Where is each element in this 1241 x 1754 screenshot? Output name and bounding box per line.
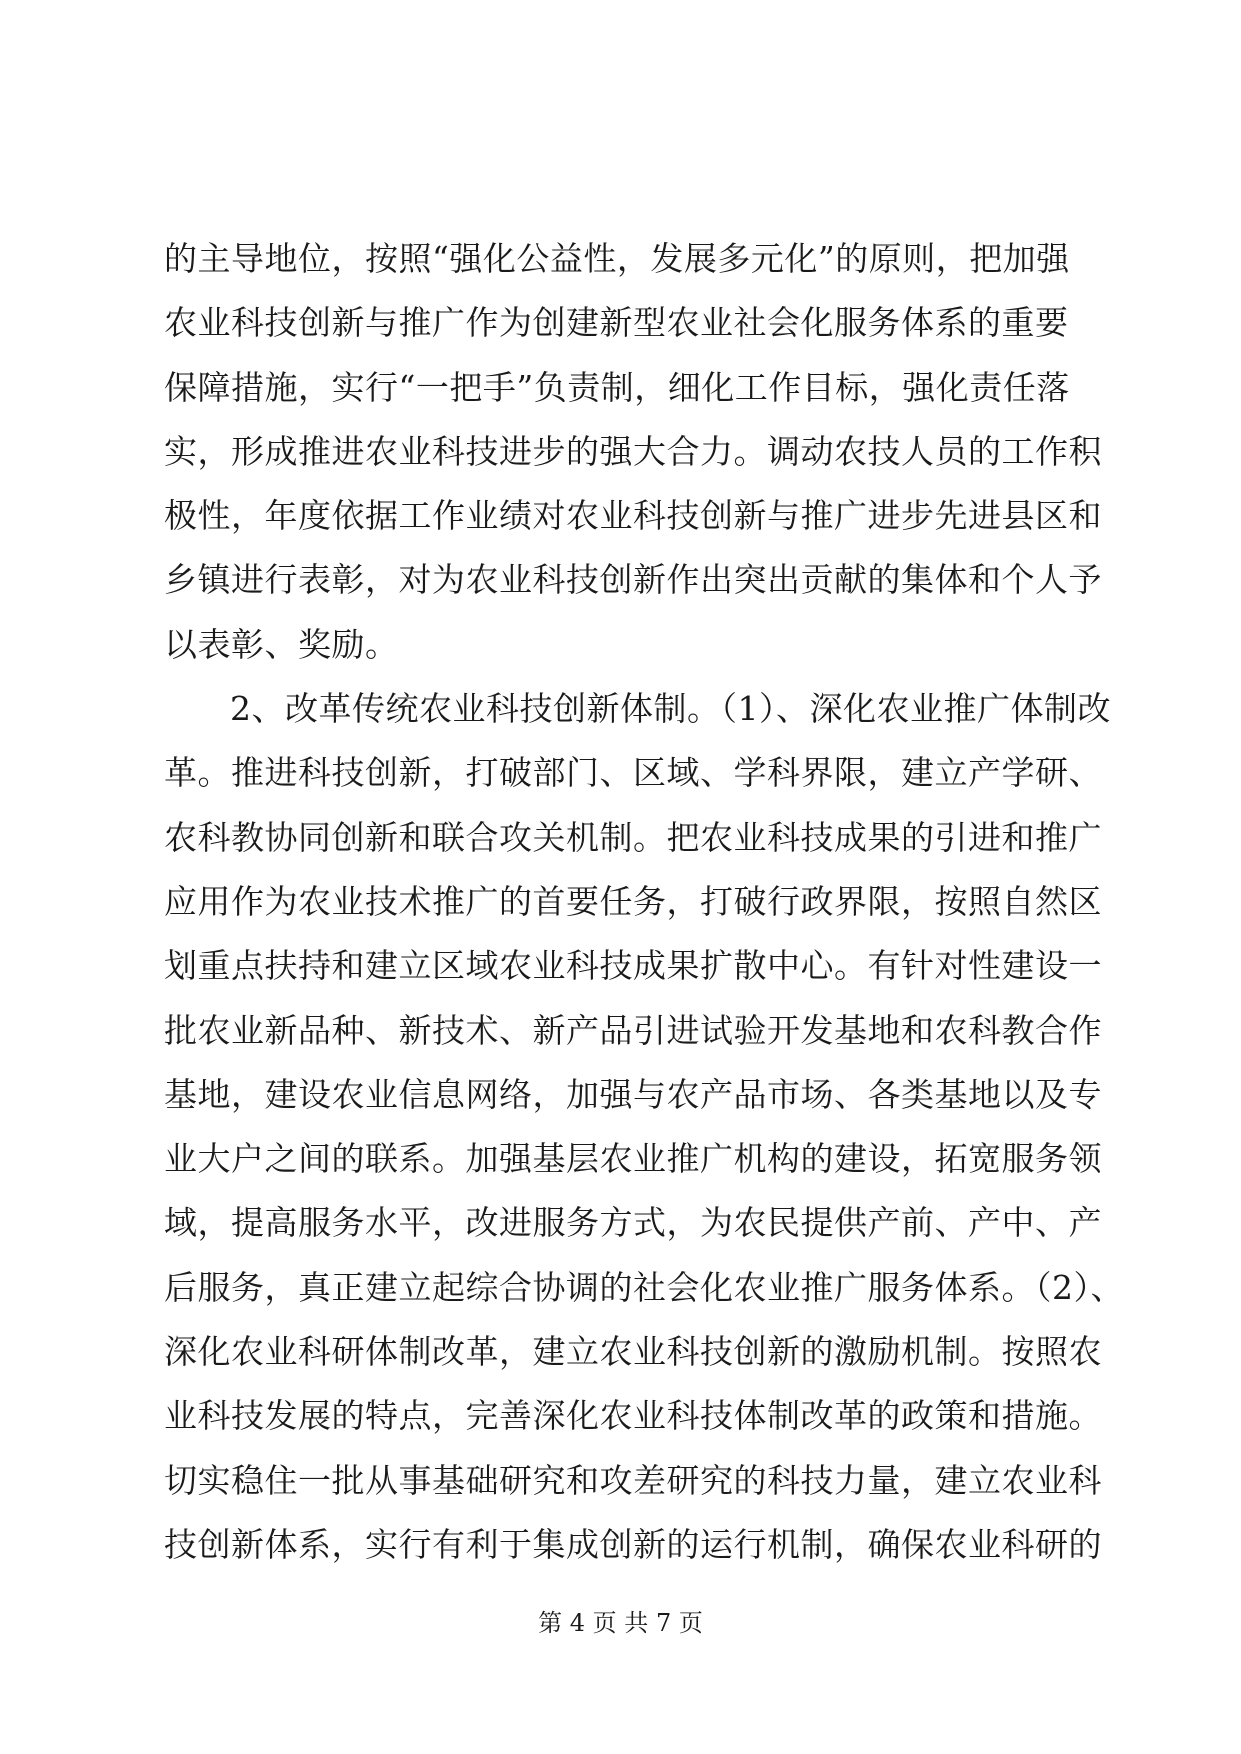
text-line: 业科技发展的特点，完善深化农业科技体制改革的政策和措施。: [164, 1396, 1102, 1436]
text-line: 基地，建设农业信息网络，加强与农产品市场、各类基地以及专: [164, 1074, 1102, 1114]
text-line: 极性，年度依据工作业绩对农业科技创新与推广进步先进县区和: [164, 496, 1102, 536]
text-line: 业大户之间的联系。加强基层农业推广机构的建设，拓宽服务领: [164, 1139, 1102, 1179]
text-line: 实，形成推进农业科技进步的强大合力。调动农技人员的工作积: [164, 431, 1102, 471]
text-line: 后服务，真正建立起综合协调的社会化农业推广服务体系。（2）、: [164, 1267, 1124, 1307]
text-line: 批农业新品种、新技术、新产品引进试验开发基地和农科教合作: [164, 1010, 1102, 1050]
text-line: 技创新体系，实行有利于集成创新的运行机制，确保农业科研的: [164, 1524, 1102, 1564]
text-line: 划重点扶持和建立区域农业科技成果扩散中心。有针对性建设一: [164, 946, 1102, 986]
text-line: 深化农业科研体制改革，建立农业科技创新的激励机制。按照农: [164, 1332, 1102, 1372]
text-line: 域，提高服务水平，改进服务方式，为农民提供产前、产中、产: [164, 1203, 1102, 1243]
text-line: 农业科技创新与推广作为创建新型农业社会化服务体系的重要: [164, 303, 1069, 343]
text-line: 应用作为农业技术推广的首要任务，打破行政界限，按照自然区: [164, 881, 1102, 921]
text-line: 的主导地位，按照“强化公益性，发展多元化”的原则，把加强: [164, 239, 1070, 278]
body-text: [164, 227, 1124, 1577]
text-line: 乡镇进行表彰，对为农业科技创新作出突出贡献的集体和个人予: [164, 560, 1102, 600]
text-line: 保障措施，实行“一把手”负责制，细化工作目标，强化责任落: [164, 367, 1070, 407]
text-line: 革。推进科技创新，打破部门、区域、学科界限，建立产学研、: [164, 753, 1102, 793]
paragraph-start-line: 2、改革传统农业科技创新体制。（1）、深化农业推广体制改: [230, 689, 1111, 729]
text-line: 以表彰、奖励。: [164, 624, 399, 664]
text-line: 切实稳住一批从事基础研究和攻差研究的科技力量，建立农业科: [164, 1460, 1102, 1500]
text-line: 农科教协同创新和联合攻关机制。把农业科技成果的引进和推广: [164, 817, 1102, 857]
page-footer: 第 4 页 共 7 页: [538, 1609, 703, 1637]
